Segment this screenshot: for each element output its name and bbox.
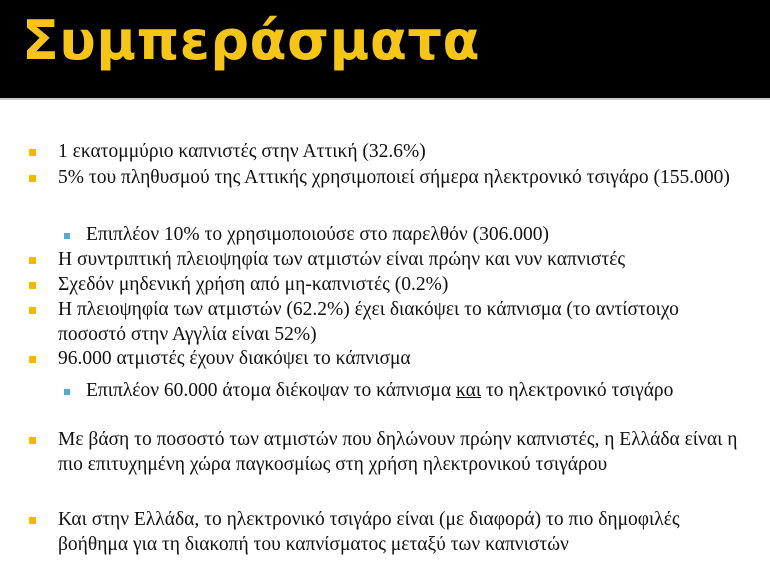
bullet-text: 96.000 ατμιστές έχουν διακόψει το κάπνισμα [58, 348, 411, 369]
bullet-text: Σχεδόν μηδενική χρήση από μη-καπνιστές (0.2%) [58, 274, 449, 295]
square-bullet-icon [29, 149, 36, 156]
square-bullet-icon [29, 517, 36, 524]
square-sub-bullet-icon [64, 233, 70, 239]
sub-bullet-item-2 [86, 379, 748, 404]
square-bullet-icon [29, 257, 36, 264]
sub-bullet-text-underlined: και [455, 380, 482, 401]
square-bullet-icon [29, 437, 36, 444]
bullet-item-4 [58, 273, 748, 298]
sub-bullet-text-before: Επιπλέον 60.000 άτομα διέκοψαν το κάπνισμα [86, 380, 456, 401]
bullet-item-3 [58, 248, 748, 273]
bullet-text: 5% του πληθυσμού της Αττικής χρησιμοποιεί σήμερα ηλεκτρονικό τσιγάρο (155.000) [58, 167, 730, 188]
square-bullet-icon [29, 356, 36, 363]
bullet-text: 1 εκατομμύριο καπνιστές στην Αττική (32.6%) [58, 141, 426, 162]
bullet-text: Και στην Ελλάδα, το ηλεκτρονικό τσιγάρο είναι (με διαφορά) το πιο δημοφιλές βοήθημα για τη διακοπή του καπνίσματος μεταξύ των καπνιστών [58, 509, 680, 555]
bullet-item-5 [58, 298, 748, 347]
bullet-text: Η συντριπτική πλειοψηφία των ατμιστών είναι πρώην και νυν καπνιστές [58, 249, 626, 270]
bullet-text: Η πλειοψηφία των ατμιστών (62.2%) έχει διακόψει το κάπνισμα (το αντίστοιχο ποσοστό στην Αγγλία είναι 52%) [58, 299, 679, 345]
square-sub-bullet-icon [64, 389, 70, 395]
square-bullet-icon [29, 282, 36, 289]
slide-title: Συμπεράσματα [22, 9, 481, 72]
sub-bullet-item-1 [86, 223, 748, 248]
bullet-text: Με βάση το ποσοστό των ατμιστών που δηλώνουν πρώην καπνιστές, η Ελλάδα είναι η πιο επιτυχημένη χώρα παγκοσμίως στη χρήση ηλεκτρονικού τσιγάρου [58, 429, 738, 475]
sub-bullet-text-after: το ηλεκτρονικό τσιγάρο [481, 380, 674, 401]
square-bullet-icon [29, 307, 36, 314]
sub-bullet-text: Επιπλέον 10% το χρησιμοποιούσε στο παρελθόν (306.000) [86, 224, 549, 245]
bullet-item-6 [58, 347, 748, 372]
bullet-item-8 [58, 508, 748, 557]
bullet-item-2 [58, 166, 748, 191]
bullet-item-7 [58, 428, 748, 477]
square-bullet-icon [29, 175, 36, 182]
bullet-item-1 [58, 140, 748, 165]
